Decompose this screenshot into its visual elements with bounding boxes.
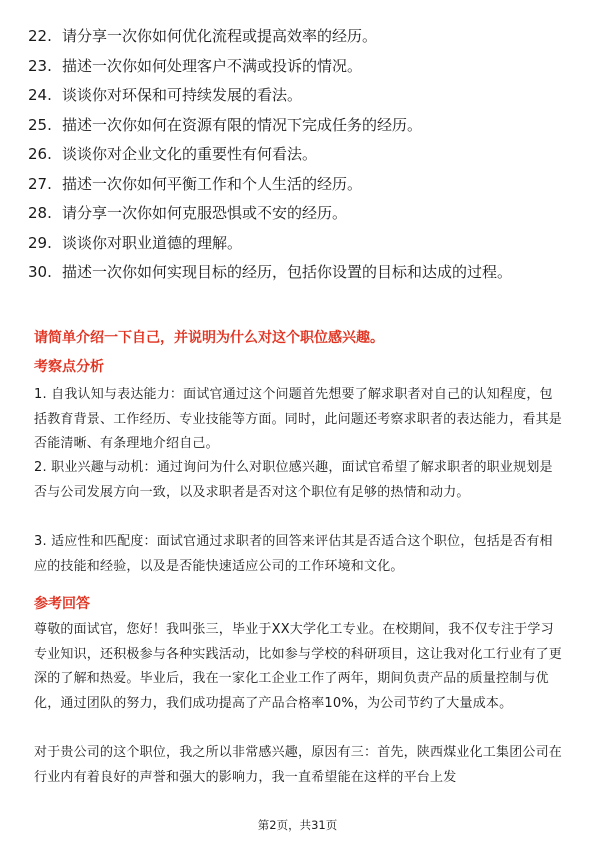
item-text: 描述一次你如何处理客户不满或投诉的情况。 <box>62 56 363 75</box>
item-text: 请分享一次你如何克服恐惧或不安的经历。 <box>62 204 348 222</box>
item-text: 描述一次你如何在资源有限的情况下完成任务的经历。 <box>62 115 423 134</box>
list-item <box>28 111 568 141</box>
question-list <box>28 22 568 288</box>
item-number: 28. <box>28 204 52 222</box>
analysis-point: 3. 适应性和匹配度：面试官通过求职者的回答来评估其是否适合这个职位，包括是否有相应的技能和经验，以及是否能快速适应公司的工作环境和文化。 <box>34 534 553 574</box>
item-text: 谈谈你对职业道德的理解。 <box>62 233 243 252</box>
item-number: 24. <box>28 86 52 104</box>
item-text: 请分享一次你如何优化流程或提高效率的经历。 <box>62 27 378 45</box>
item-text: 描述一次你如何平衡工作和个人生活的经历。 <box>62 174 363 193</box>
item-number: 22. <box>28 27 52 45</box>
item-number: 30. <box>28 263 52 281</box>
list-item <box>28 258 568 288</box>
analysis-heading: 考察点分析 <box>34 359 104 375</box>
list-item <box>28 81 568 111</box>
list-item <box>28 170 568 200</box>
item-text: 谈谈你对环保和可持续发展的看法。 <box>62 86 303 104</box>
item-number: 27. <box>28 174 52 193</box>
list-item <box>28 140 568 170</box>
list-item <box>28 199 568 229</box>
list-item <box>28 52 568 82</box>
page-footer: 第2页，共31页 <box>257 818 338 832</box>
item-number: 25. <box>28 115 52 134</box>
question-heading: 请简单介绍一下自己，并说明为什么对这个职位感兴趣。 <box>34 330 384 346</box>
answer-paragraph: 对于贵公司的这个职位，我之所以非常感兴趣，原因有三：首先，陕西煤业化工集团公司在行业内有着良好的声誉和强大的影响力，我一直希望能在这样的平台上发 <box>34 745 563 785</box>
item-number: 26. <box>28 145 52 163</box>
answer-paragraph: 尊敬的面试官，您好！我叫张三，毕业于XX大学化工专业。在校期间，我不仅专注于学习专业知识，还积极参与各种实践活动，比如参与学校的科研项目，这让我对化工行业有了更深的了解和热爱。毕业后，我在一家化工企业工作了两年，期间负责产品的质量控制与优化，通过团队的努力，我们成功提高了产品合格率10%，为公司节约了大量成本。 <box>34 622 563 711</box>
item-number: 23. <box>28 56 52 75</box>
analysis-point: 1. 自我认知与表达能力：面试官通过这个问题首先想要了解求职者对自己的认知程度，包括教育背景、工作经历、专业技能等方面。同时，此问题还考察求职者的表达能力，看其是否能清晰、有条理地介绍自己。 <box>34 387 563 451</box>
list-item <box>28 22 568 52</box>
answer-heading: 参考回答 <box>34 596 90 612</box>
analysis-point: 2. 职业兴趣与动机：通过询问为什么对职位感兴趣，面试官希望了解求职者的职业规划是否与公司发展方向一致，以及求职者是否对这个职位有足够的热情和动力。 <box>34 460 553 500</box>
item-text: 描述一次你如何实现目标的经历，包括你设置的目标和达成的过程。 <box>62 263 513 281</box>
item-text: 谈谈你对企业文化的重要性有何看法。 <box>62 145 318 163</box>
list-item <box>28 229 568 259</box>
item-number: 29. <box>28 233 52 252</box>
